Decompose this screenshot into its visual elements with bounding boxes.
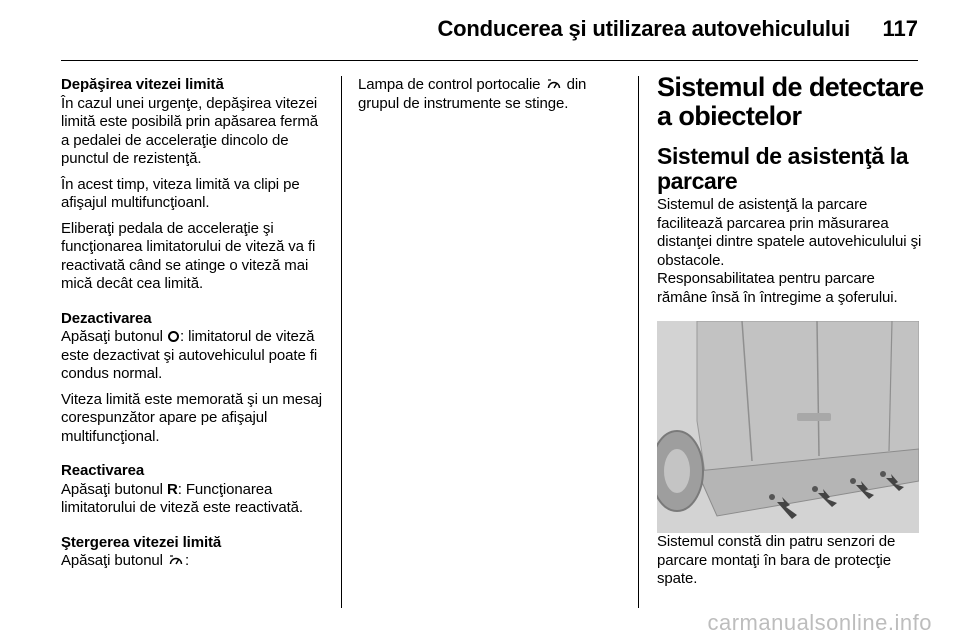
intro-paragraph-1: Sistemul de asistenţă la parcare facilitează parcarea prin măsurarea distanţei dintre spatele autovehiculului şi obstacole. [657,196,922,269]
intro-paragraph-2: Responsabilitatea pentru parcare rămâne însă în întregime a şoferului. [657,270,898,306]
lamp-text-before: Lampa de control portocalie [358,76,541,93]
overspeed-paragraph-3: Eliberaţi pedala de acceleraţie şi funcţionarea limitatorului de viteză va fi reactivată când se atinge o viteză mai mică decât cea limită. [61,219,316,292]
reactivate-heading: Reactivarea [61,462,145,479]
overspeed-paragraph-2: În acest timp, viteza limită va clipi pe afişajul multifuncţioanl. [61,175,300,211]
reactivate-paragraph-1 [61,481,329,518]
reactivate-text-after: : Funcţionarea limitatorului de viteză este reactivată. [61,480,303,516]
column-divider-2 [638,76,639,608]
speed-limiter-lamp-icon [547,78,561,90]
delete-text-before: Apăsaţi butonul [61,552,163,569]
middle-column [358,76,620,120]
lamp-text-after: din grupul de instrumente se stinge. [358,76,587,112]
page-header-title: Conducerea şi utilizarea autovehiculului [437,16,850,41]
subsection-title: Sistemul de asistenţă la parcare [657,143,909,194]
delete-paragraph-1 [61,552,329,571]
reactivate-button-label: R [167,480,178,498]
watermark: carmanualsonline.info [707,610,932,635]
parking-sensors-illustration [657,321,919,533]
overspeed-paragraph-1: În cazul unei urgenţe, depăşirea vitezei limită este posibilă prin apăsarea fermă a pedalei de acceleraţie dincolo de punctul de rezistenţă. [61,94,318,167]
deactivate-text-after: : limitatorul de viteză este dezactivat şi autovehiculul poate fi condus normal. [61,328,318,382]
speed-limiter-icon [169,554,183,566]
right-column [657,72,927,596]
circle-button-icon [168,331,179,342]
lamp-paragraph [358,76,620,113]
page-number: 117 [882,16,918,41]
delete-text-after: : [185,552,190,569]
delete-heading: Ştergerea vitezei limită [61,533,222,551]
overspeed-heading: Depăşirea vitezei limită [61,76,224,93]
header-rule [61,60,918,61]
section-title: Sistemul de detectare a obiectelor [657,72,924,131]
left-column [61,76,329,578]
deactivate-text-before: Apăsaţi butonul [61,328,163,345]
reactivate-text-before: Apăsaţi butonul [61,480,163,498]
illustration-caption: Sistemul constă din patru senzori de parcare montaţi în bara de protecţie spate. [657,533,896,587]
deactivate-paragraph-1 [61,328,329,384]
deactivate-heading: Dezactivarea [61,309,152,327]
column-divider-1 [341,76,342,608]
deactivate-paragraph-2: Viteza limită este memorată şi un mesaj corespunzător apare pe afişajul multifuncţional. [61,390,322,445]
